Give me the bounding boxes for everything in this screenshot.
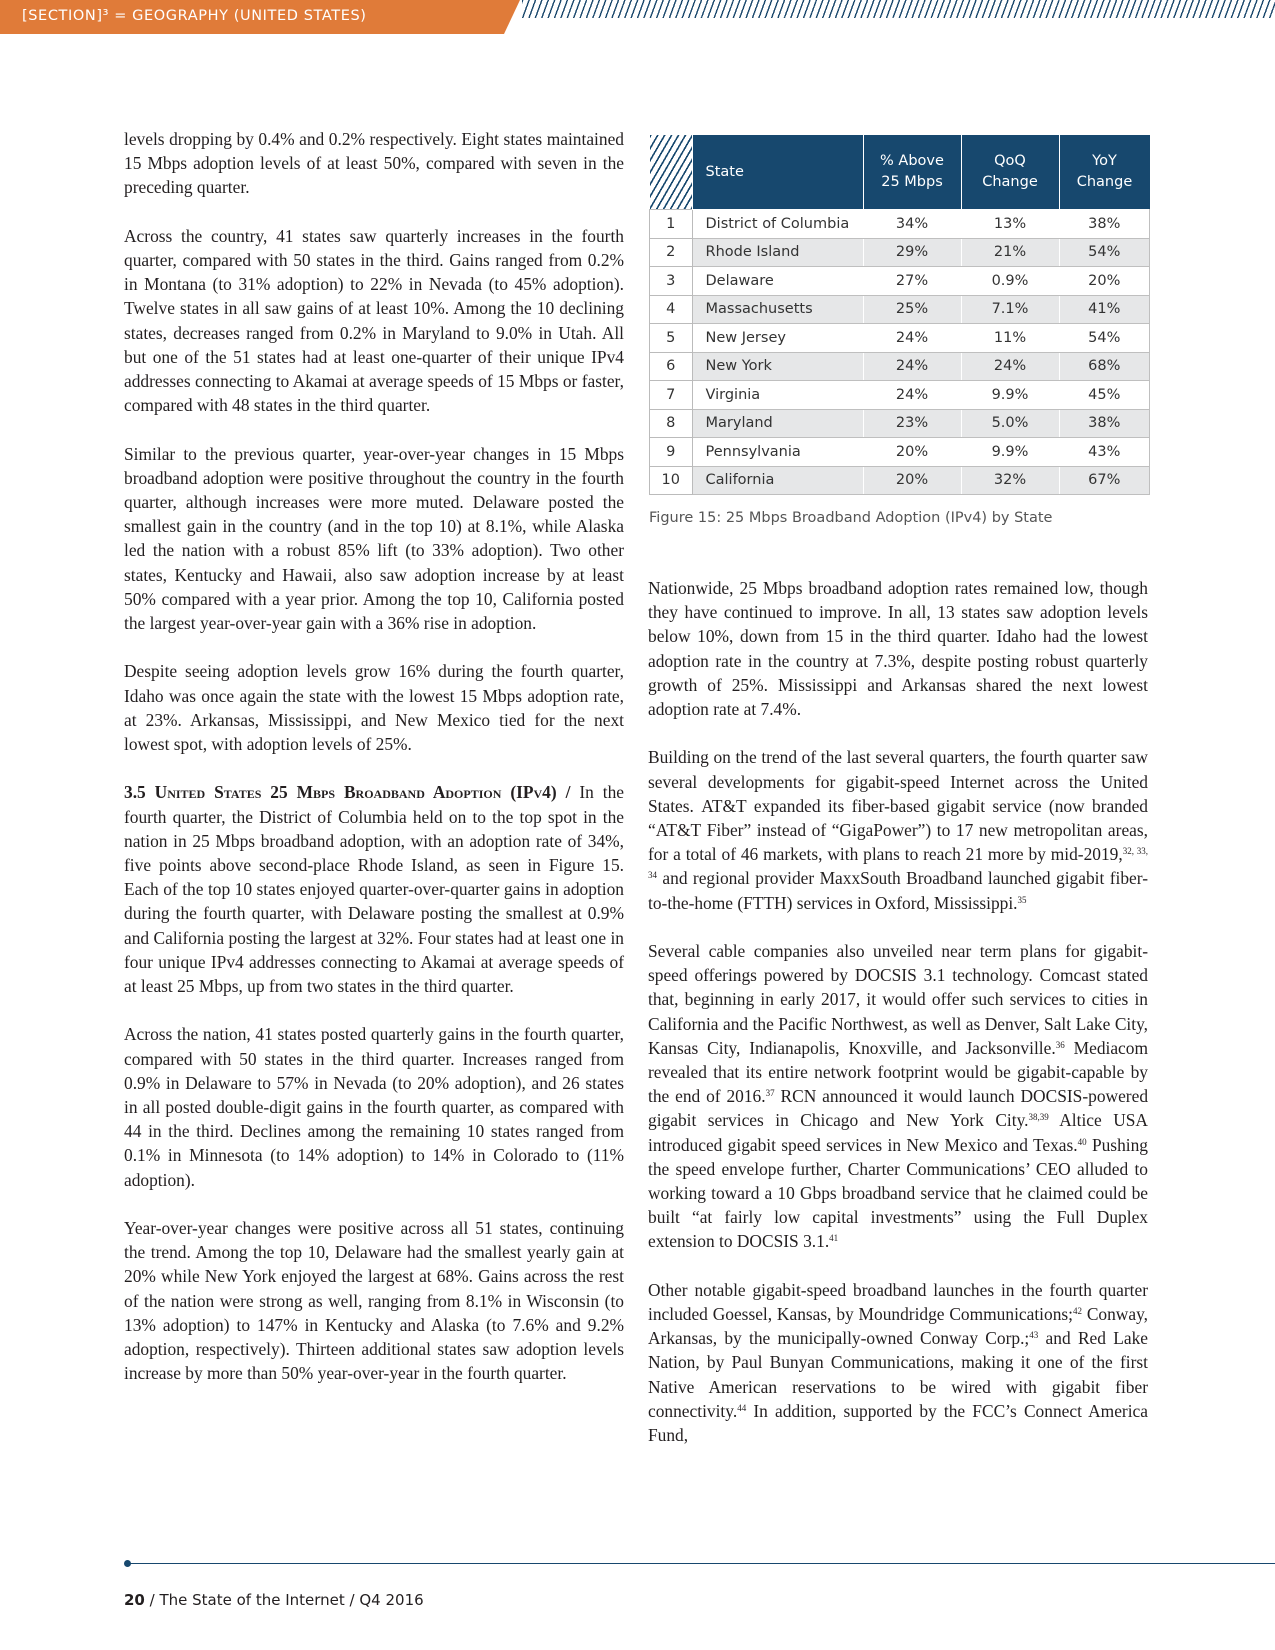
paragraph: [648, 745, 1148, 914]
text-run: Other notable gigabit-speed broadband launches in the fourth quarter included Goessel, Kansas, by Moundridge Communications;: [648, 1279, 1148, 1325]
right-text-column: [648, 576, 1148, 1471]
section-heading: 3.5 United States 25 Mbps Broadband Adoption (IPv4) /: [124, 782, 571, 803]
pct-cell: 34%: [863, 210, 961, 239]
text-run: Conway, Arkansas, by the municipally-owned Conway Corp.;: [648, 1304, 1148, 1349]
footnote-ref: 40: [1077, 1136, 1087, 1147]
left-text-column: [124, 127, 624, 1410]
header-hatch-cell: [650, 135, 693, 210]
rank-cell: 3: [650, 267, 693, 296]
table-row: [650, 381, 1150, 410]
header-line: QoQ: [994, 153, 1026, 169]
acronym: RCN: [780, 1086, 817, 1107]
footnote-ref: 44: [737, 1402, 747, 1413]
column-header-state: State: [692, 135, 863, 210]
state-cell: California: [692, 466, 863, 495]
header-line: YoY: [1092, 153, 1117, 169]
text-run: introduced gigabit speed services in New Mexico and Texas.: [648, 1134, 1078, 1155]
column-header-qoq: [961, 135, 1059, 210]
text-run: expanded its fiber-based gigabit service (now branded “: [648, 795, 1148, 841]
paragraph: Year-over-year changes were positive across all 51 states, continuing the trend. Among the top 10, Delaware had the smallest yearly gain at 20% while New York enjoyed the largest at 68%. Gains across the rest of the nation were strong as well, ranging from 8.1% in Wisconsin (to 13% adoption) to 147% in Kentucky and Alaska (to 7.6% and 9.2% adoption, respectively). Thirteen additional states saw adoption levels increase by more than 50% year-over-year in the fourth quarter.: [124, 1218, 624, 1384]
footnote-ref: 35: [1017, 894, 1027, 905]
text-run: and regional provider MaxxSouth Broadband launched gigabit fiber-to-the-home (: [648, 868, 1148, 913]
table-row: [650, 409, 1150, 438]
figure-caption: Figure 15: 25 Mbps Broadband Adoption (IPv4) by State: [649, 510, 1053, 526]
qoq-cell: 24%: [961, 352, 1059, 381]
acronym: USA: [1113, 1110, 1148, 1131]
qoq-cell: 21%: [961, 238, 1059, 267]
paragraph: Similar to the previous quarter, year-over-year changes in 15 Mbps broadband adoption were positive throughout the country in the fourth quarter, although increases were more muted. Delaware posted the smallest gain in the country (and in the top 10) at 8.1%, while Alaska led the nation with a robust 85% lift (to 33% adoption). Two other states, Kentucky and Hawaii, also saw adoption increase by at least 50% compared with a year prior. Among the top 10, California posted the largest year-over-year gain with a 36% rise in adoption.: [124, 443, 624, 634]
text-run: 3.1 technology. Comcast stated that, beginning in early 2017, it would offer such services to cities in California and the Pacific Northwest, as well as Denver, Salt Lake City, Kansas City, Indianapolis, Knoxville, and Jacksonville.: [648, 965, 1148, 1058]
text-run: Pushing the speed envelope further, Charter Communications’: [648, 1134, 1148, 1179]
table-row: [650, 438, 1150, 467]
pct-cell: 29%: [863, 238, 961, 267]
section-header-label: [SECTION]³ = GEOGRAPHY (UNITED STATES): [22, 8, 367, 24]
paragraph: Despite seeing adoption levels grow 16% during the fourth quarter, Idaho was once again the state with the lowest 15 Mbps adoption rate, at 23%. Arkansas, Mississippi, and New Mexico tied for the next lowest spot, with adoption levels of 25%.: [124, 661, 624, 755]
paragraph: [648, 1278, 1148, 1447]
qoq-cell: 9.9%: [961, 381, 1059, 410]
header-line: Change: [982, 174, 1038, 190]
publication-title: / The State of the Internet / Q4 2016: [144, 1591, 424, 1609]
text-run: Mediacom revealed that its entire network footprint would be gigabit-capable by the end of 2016.: [648, 1037, 1149, 1107]
acronym: FTTH: [743, 892, 787, 913]
state-cell: Virginia: [692, 381, 863, 410]
text-run: Several cable companies also unveiled near term plans for gigabit-speed offerings powered by: [648, 941, 1148, 986]
qoq-cell: 9.9%: [961, 438, 1059, 467]
text-run: Fiber” instead of “GigaPower”) to 17 new metropolitan areas, for a total of 46 markets, with plans to reach 21 more by mid-2019,: [648, 820, 1148, 865]
text-run: alluded to working toward a 10 Gbps broadband service that he claimed could be built “at fairly low capital investments” using the Full Duplex extension to: [648, 1158, 1148, 1252]
adoption-table: [649, 135, 1150, 495]
acronym: DOCSIS: [854, 965, 917, 986]
page-number: 20: [124, 1591, 145, 1609]
rank-cell: 6: [650, 352, 693, 381]
footer-rule: [128, 1563, 1275, 1564]
adoption-table-figure: [649, 135, 1150, 495]
rank-cell: 8: [650, 409, 693, 438]
pct-cell: 24%: [863, 324, 961, 353]
column-header-pct: [863, 135, 961, 210]
pct-cell: 23%: [863, 409, 961, 438]
yoy-cell: 54%: [1059, 324, 1150, 353]
page-footer: [124, 1591, 424, 1609]
rank-cell: 9: [650, 438, 693, 467]
qoq-cell: 11%: [961, 324, 1059, 353]
state-cell: Delaware: [692, 267, 863, 296]
text-run: In addition, supported by the FCC’s Connect America Fund,: [648, 1400, 1148, 1446]
state-cell: Rhode Island: [692, 238, 863, 267]
state-cell: District of Columbia: [692, 210, 863, 239]
qoq-cell: 0.9%: [961, 267, 1059, 296]
text-run: -powered gigabit services in Chicago and New York City.: [648, 1086, 1149, 1131]
paragraph: Nationwide, 25 Mbps broadband adoption rates remained low, though they have continued to improve. In all, 13 states saw adoption levels below 10%, down from 15 in the third quarter. Idaho had the lowest adoption rate in the country at 7.3%, despite posting robust quarterly growth of 25%. Mississippi and Arkansas shared the next lowest adoption rate at 7.4%.: [648, 578, 1148, 720]
table-row: [650, 466, 1150, 495]
paragraph: [648, 939, 1148, 1254]
yoy-cell: 38%: [1059, 210, 1150, 239]
pct-cell: 25%: [863, 295, 961, 324]
pct-cell: 27%: [863, 267, 961, 296]
section-body: In the fourth quarter, the District of Columbia held on to the top spot in the nation in 25 Mbps broadband adoption, with an adoption rate of 34%, five points above second-place Rhode Island, as seen in Figure 15. Each of the top 10 states enjoyed quarter-over-quarter gains in adoption during the fourth quarter, with Delaware posting the smallest at 0.9% and California posting the largest at 32%. Four states had at least one in four unique IPv4 addresses connecting to Akamai at average speeds of at least 25 Mbps, up from two states in the third quarter.: [124, 782, 624, 997]
state-cell: New Jersey: [692, 324, 863, 353]
pct-cell: 24%: [863, 352, 961, 381]
section-header-tab: [0, 0, 520, 34]
acronym: CEO: [1035, 1158, 1071, 1179]
acronym: DOCSIS: [736, 1231, 799, 1252]
pct-cell: 20%: [863, 466, 961, 495]
pct-cell: 20%: [863, 438, 961, 467]
table-row: [650, 324, 1150, 353]
paragraph: Across the nation, 41 states posted quarterly gains in the fourth quarter, compared with 50 states in the third quarter. Increases ranged from 0.9% in Delaware to 57% in Nevada (to 20% adoption), and 26 states in all posted double-digit gains in the fourth quarter, as compared with 44 in the third. Declines among the remaining 10 states ranged from 0.1% in Minnesota (to 14% adoption) to 14% in Colorado to (11% adoption).: [124, 1024, 624, 1190]
footnote-ref: 38,39: [1028, 1112, 1049, 1123]
qoq-cell: 13%: [961, 210, 1059, 239]
paragraph: levels dropping by 0.4% and 0.2% respectively. Eight states maintained 15 Mbps adoption levels of at least 50%, compared with seven in the preceding quarter.: [124, 129, 624, 198]
qoq-cell: 7.1%: [961, 295, 1059, 324]
footnote-ref: 37: [765, 1088, 775, 1099]
text-run: Building on the trend of the last several quarters, the fourth quarter saw several developments for gigabit-speed Internet across the United States.: [648, 747, 1148, 816]
table-header-row: [650, 135, 1150, 210]
table-row: [650, 267, 1150, 296]
header-hatch-decoration: [522, 0, 1275, 18]
text-run: 3.1.: [798, 1231, 830, 1252]
yoy-cell: 68%: [1059, 352, 1150, 381]
column-header-yoy: [1059, 135, 1150, 210]
footnote-ref: 36: [1055, 1039, 1065, 1050]
section-paragraph: [124, 780, 624, 998]
table-row: [650, 352, 1150, 381]
yoy-cell: 54%: [1059, 238, 1150, 267]
rank-cell: 5: [650, 324, 693, 353]
acronym: AT&T: [655, 820, 702, 841]
rank-cell: 1: [650, 210, 693, 239]
acronym: DOCSIS: [1020, 1086, 1083, 1107]
text-run: announced it would launch: [816, 1086, 1021, 1107]
paragraph: Across the country, 41 states saw quarterly increases in the fourth quarter, compared with 50 states in the third. Gains ranged from 0.2% in Montana (to 31% adoption) to 22% in Nevada (to 45% adoption). Twelve states in all saw gains of at least 10%. Among the 10 declining states, decreases ranged from 0.2% in Maryland to 9.0% in Utah. All but one of the 51 states had at least one-quarter of their unique IPv4 addresses connecting to Akamai at average speeds of 15 Mbps or faster, compared with 48 states in the third quarter.: [124, 225, 624, 416]
qoq-cell: 5.0%: [961, 409, 1059, 438]
pct-cell: 24%: [863, 381, 961, 410]
yoy-cell: 41%: [1059, 295, 1150, 324]
rank-cell: 2: [650, 238, 693, 267]
yoy-cell: 67%: [1059, 466, 1150, 495]
table-row: [650, 238, 1150, 267]
header-line: Change: [1076, 174, 1133, 190]
state-cell: Maryland: [692, 409, 863, 438]
table-row: [650, 210, 1150, 239]
acronym: AT&T: [701, 795, 747, 816]
yoy-cell: 45%: [1059, 381, 1150, 410]
footnote-ref: 32, 33, 34: [648, 846, 1148, 881]
footnote-ref: 41: [829, 1233, 839, 1244]
table-row: [650, 295, 1150, 324]
header-line: 25 Mbps: [881, 174, 943, 190]
text-run: ) services in Oxford, Mississippi.: [786, 892, 1018, 913]
footnote-ref: 43: [1029, 1330, 1039, 1341]
text-run: and Red Lake Nation, by Paul Bunyan Communications, making it one of the first Native American reservations to be wired with gigabit fiber connectivity.: [648, 1328, 1148, 1421]
rank-cell: 7: [650, 381, 693, 410]
qoq-cell: 32%: [961, 466, 1059, 495]
yoy-cell: 43%: [1059, 438, 1150, 467]
text-run: Altice: [1048, 1110, 1114, 1131]
rank-cell: 10: [650, 466, 693, 495]
footnote-ref: 42: [1073, 1306, 1082, 1317]
state-cell: New York: [692, 352, 863, 381]
header-line: % Above: [880, 153, 944, 169]
yoy-cell: 20%: [1059, 267, 1150, 296]
state-cell: Pennsylvania: [692, 438, 863, 467]
state-cell: Massachusetts: [692, 295, 863, 324]
yoy-cell: 38%: [1059, 409, 1150, 438]
rank-cell: 4: [650, 295, 693, 324]
